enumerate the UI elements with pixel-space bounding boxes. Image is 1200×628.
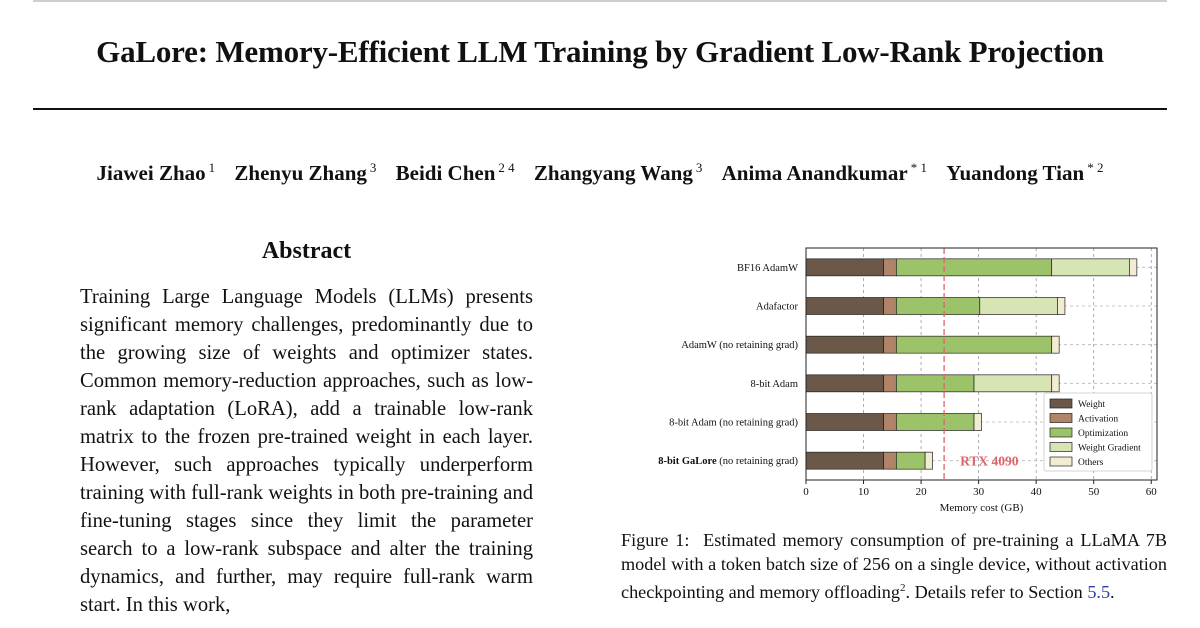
legend-label: Weight (1078, 400, 1106, 410)
reference-line-label: RTX 4090 (960, 453, 1019, 469)
bar-segment (884, 298, 897, 315)
bar-segment (980, 298, 1058, 315)
section-link[interactable]: 5.5 (1087, 582, 1111, 603)
legend-swatch (1050, 399, 1072, 408)
x-tick-label: 50 (1088, 486, 1100, 498)
legend-swatch (1050, 414, 1072, 423)
author: Jiawei Zhao $^1$ (96, 160, 216, 185)
bar-segment (925, 452, 932, 469)
category-label: 8-bit Adam (750, 378, 798, 390)
category-label: 8-bit GaLore (no retaining grad) (658, 456, 798, 468)
legend-label: Optimization (1078, 429, 1129, 439)
bar-segment (806, 414, 884, 431)
bar-segment (806, 298, 884, 315)
author: Zhenyu Zhang $^3$ (234, 160, 377, 185)
category-label: AdamW (no retaining grad) (681, 340, 798, 352)
category-label: 8-bit Adam (no retaining grad) (669, 417, 798, 429)
legend-label: Others (1078, 458, 1104, 468)
category-label: Adafactor (756, 301, 798, 313)
bar-segment (896, 414, 974, 431)
bar-segment (1129, 259, 1136, 276)
bar-segment (1052, 336, 1059, 353)
legend-swatch (1050, 457, 1072, 466)
x-tick-label: 40 (1030, 486, 1042, 498)
x-tick-label: 60 (1145, 486, 1157, 498)
x-tick-label: 0 (803, 486, 809, 498)
abstract-heading: Abstract (261, 238, 352, 264)
x-tick-label: 30 (973, 486, 985, 498)
abstract-text: Training Large Language Models (LLMs) presents significant memory challenges, predominantly due to the growing size of weights and optimizer states. Common memory-reduction approaches, such as low-rank adaptation (LoRA), add a trainable low-rank matrix to the frozen pre-trained weight in each layer. However, such approaches typically underperform training with full-rank weights in both pre-training and fine-tuning stages since they limit the parameter search to a low-rank subspace and alter the training dynamics, and further, may require full-rank warm start. In this work, (80, 286, 533, 616)
bar-segment (896, 452, 925, 469)
author: Anima Anandkumar $^{* 1}$ (721, 160, 927, 185)
category-label: BF16 AdamW (737, 262, 798, 274)
bar-segment (884, 452, 897, 469)
bar-segment (806, 336, 884, 353)
bar-segment (896, 259, 1051, 276)
bar-segment (974, 414, 981, 431)
bar-segment (806, 452, 884, 469)
legend-swatch (1050, 428, 1072, 437)
memory-cost-chart (618, 240, 1178, 520)
bar-segment (806, 259, 884, 276)
legend-label: Activation (1078, 414, 1119, 425)
bar-segment (974, 375, 1052, 392)
author: Beidi Chen $^{2 4}$ (395, 160, 515, 185)
author: Yuandong Tian $^{* 2}$ (946, 160, 1104, 185)
bar-segment (1052, 259, 1130, 276)
bar-segment (896, 336, 1051, 353)
x-tick-label: 10 (858, 486, 870, 498)
paper-title: GaLore: Memory-Efficient LLM Training by Gradient Low-Rank Projection (96, 34, 1104, 69)
bar-segment (884, 336, 897, 353)
x-axis-label: Memory cost (GB) (939, 502, 1024, 514)
title-rule (33, 108, 1167, 110)
caption-text: Estimated memory consumption of pre-training a LLaMA 7B model with a token batch size of 256 on a single device, without activation checkpointing and memory offloading (621, 530, 1168, 603)
legend-swatch (1050, 443, 1072, 452)
bar-segment (896, 375, 974, 392)
caption-label: Figure 1: (621, 530, 690, 550)
x-tick-label: 20 (915, 486, 927, 498)
bar-segment (806, 375, 884, 392)
bar-segment (884, 414, 897, 431)
author-list (0, 160, 1200, 186)
top-rule (33, 0, 1167, 2)
footnote-mark: 2 (899, 582, 906, 594)
bar-segment (884, 375, 897, 392)
legend-label: Weight Gradient (1078, 443, 1141, 454)
figure-caption: Figure 1: Estimated memory consumption of pre-training a LLaMA 7B model with a token batch size of 256 on a single device, without activation checkpointing and memory offloading$^2$. Details refer to Section 5.5. (621, 530, 1168, 603)
bar-segment (884, 259, 897, 276)
bar-segment (896, 298, 979, 315)
author: Zhangyang Wang $^3$ (533, 160, 703, 185)
bar-segment (1057, 298, 1064, 315)
bar-segment (1052, 375, 1059, 392)
